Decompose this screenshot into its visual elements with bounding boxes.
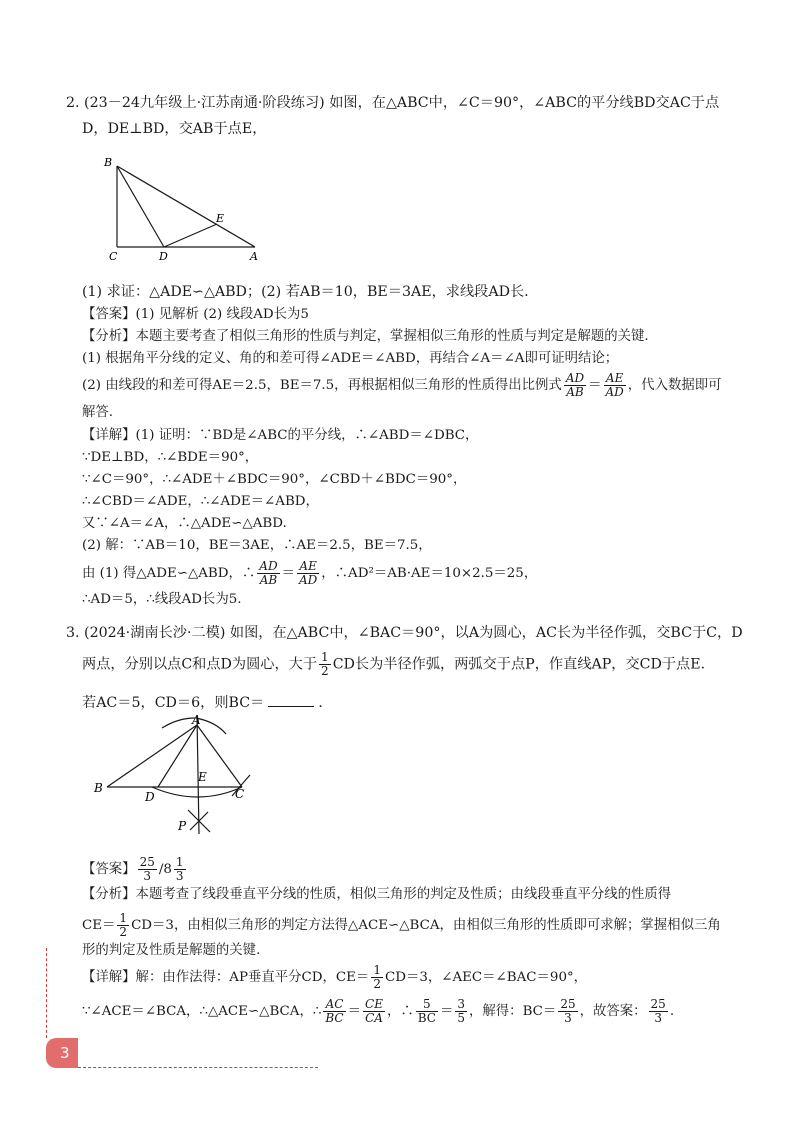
q2-detail-line7-text: 由 (1) 得△ADE∽△ABD，∴ (82, 566, 256, 581)
q3-detail-line2-sep: ，∴ (386, 1004, 414, 1019)
q2-stem-line2: D，DE⊥BD，交AB于点E， (82, 121, 267, 137)
q3-stem-line3-text: 若AC＝5，CD＝6，则BC＝ (82, 695, 265, 711)
fraction-one-half (117, 912, 129, 939)
fraction-numerator: 1 (119, 911, 128, 925)
q3-detail-line2-solve: ，解得：BC＝ (469, 1004, 557, 1019)
fraction-ae-ad (604, 372, 626, 399)
q2-detail-line1: 【详解】(1) 证明：∵BD是∠ABC的平分线，∴∠ABD＝∠DBC， (82, 428, 479, 443)
q3-analysis-line3: 形的判定及性质是解题的关键. (82, 943, 261, 958)
fraction-denominator: 2 (119, 925, 128, 939)
q2-analysis-line4: 解答. (82, 405, 114, 420)
q3-label-d: D (145, 790, 155, 804)
q3-detail-line2 (82, 998, 674, 1025)
equals-sign: ＝ (281, 566, 295, 581)
fraction-25-3 (558, 998, 577, 1025)
fraction-denominator: BC (325, 1011, 344, 1025)
q2-analysis-line1: 【分析】本题主要考查了相似三角形的性质与判定，掌握相似三角形的性质与判定是解题的关键. (82, 329, 649, 344)
q2-stem-line1: 2. (23－24九年级上·江苏南通·阶段练习) 如图，在△ABC中，∠C＝90°，∠ABC的平分线BD交AC于点 (66, 95, 720, 111)
q2-detail-line3: ∵∠C＝90°，∴∠ADE＋∠BDC＝90°，∠CBD＋∠BDC＝90°， (82, 472, 467, 487)
q2-detail-line7 (82, 560, 537, 587)
q2-analysis-line2: (1) 根据角平分线的定义、角的和差可得∠ADE＝∠ABD，再结合∠A＝∠A即可证明结论； (82, 351, 619, 366)
q2-question: (1) 求证：△ADE∽△ABD；(2) 若AB＝10，BE＝3AE，求线段AD长. (82, 284, 529, 300)
fraction-25-3 (649, 998, 668, 1025)
q2-label-a: A (250, 250, 258, 263)
q2-label-e: E (216, 212, 225, 225)
fraction-denominator: CA (365, 1011, 383, 1025)
fraction-5-bc (416, 998, 438, 1025)
fraction-ae-ad (297, 560, 319, 587)
fraction-numerator: CE (365, 997, 383, 1011)
q3-label-p: P (178, 819, 187, 833)
q2-detail-line8: ∴AD＝5，∴线段AD长为5. (82, 592, 242, 607)
q3-detail-line1-tail: CD＝3，∠AEC＝∠BAC＝90°， (384, 970, 588, 985)
page-border-dashed-horizontal (78, 1067, 318, 1068)
page-border-dashed-vertical (46, 948, 47, 1038)
q3-construction-figure (92, 712, 262, 842)
fraction-denominator: AB (566, 385, 584, 399)
fraction-denominator: AD (605, 385, 624, 399)
q2-analysis-line3-text: (2) 由线段的和差可得AE＝2.5，BE＝7.5，再根据相似三角形的性质得出比例式 (82, 378, 562, 393)
q2-label-d: D (159, 250, 168, 263)
q2-label-b: B (104, 156, 113, 169)
fraction-numerator: 25 (650, 997, 666, 1011)
fraction-numerator: 25 (560, 997, 576, 1011)
fraction-3-5 (455, 998, 467, 1025)
q2-detail-line4: ∴∠CBD＝∠ADE，∴∠ADE＝∠ABD， (82, 494, 319, 509)
q3-label-b: B (94, 781, 103, 795)
fraction-25-3 (138, 856, 157, 883)
equals-sign: ＝ (347, 1004, 362, 1019)
q2-detail-line6: (2) 解：∵AB＝10，BE＝3AE，∴AE＝2.5，BE＝7.5， (82, 538, 432, 553)
q2-analysis-line3 (82, 372, 722, 399)
q2-detail-line7-tail: ，∴AD²＝AB·AE＝10×2.5＝25， (321, 566, 538, 581)
q3-detail-line1 (82, 964, 587, 991)
fraction-denominator: 3 (175, 869, 184, 883)
fraction-denominator: AD (298, 573, 318, 587)
q3-detail-line2-end: . (669, 1004, 675, 1019)
q2-analysis-line3-tail: ，代入数据即可 (627, 378, 722, 393)
fraction-numerator: AC (323, 998, 345, 1012)
q2-answer: 【答案】(1) 见解析 (2) 线段AD长为5 (82, 307, 309, 322)
fraction-denominator: 5 (457, 1011, 466, 1025)
fraction-numerator: 1 (175, 855, 184, 869)
fraction-ce-ca (363, 998, 385, 1025)
fraction-numerator: AE (604, 372, 626, 386)
fraction-ac-bc (323, 998, 345, 1025)
q3-answer-mixed-int: /8 (158, 862, 172, 877)
answer-blank[interactable] (268, 692, 314, 707)
fraction-numerator: 3 (457, 997, 466, 1011)
fraction-denominator: AB (259, 573, 278, 587)
fraction-denominator: 3 (143, 869, 152, 883)
q3-analysis-line2 (82, 912, 721, 939)
q3-stem-line2 (82, 651, 705, 678)
fraction-numerator: 1 (373, 963, 381, 977)
fraction-numerator: AE (297, 560, 319, 574)
q3-stem-line2-text: 两点，分别以点C和点D为圆心，大于 (82, 656, 318, 673)
fraction-numerator: 1 (321, 650, 329, 664)
q3-detail-line2-text: ∵∠ACE＝∠BCA，∴△ACE∽△BCA，∴ (82, 1004, 322, 1019)
q2-detail-line5: 又∵∠A＝∠A，∴△ADE∽△ABD. (82, 516, 287, 531)
equals-sign: ＝ (439, 1004, 454, 1019)
q3-analysis-line2-tail: CD＝3，由相似三角形的判定方法得△ACE∽△BCA，由相似三角形的性质即可求解；掌握相似三角 (131, 918, 721, 933)
fraction-ad-ab (257, 560, 279, 587)
q2-triangle-figure (100, 152, 270, 264)
q3-stem-line1: 3. (2024·湖南长沙·二模) 如图，在△ABC中，∠BAC＝90°，以A为圆心，AC长为半径作弧，交BC于C，D (66, 625, 743, 641)
q3-stem-line2-tail: CD长为半径作弧，两弧交于点P，作直线AP，交CD于点E. (332, 656, 706, 673)
fraction-1-3 (174, 856, 186, 883)
q3-label-a: A (192, 713, 201, 727)
fraction-ad-ab (564, 372, 586, 399)
fraction-one-half (319, 651, 331, 678)
q3-stem-line3-tail: . (318, 695, 323, 711)
q3-detail-line2-answer-label: ，故答案： (579, 1004, 647, 1019)
fraction-denominator: 2 (321, 664, 329, 678)
q2-label-c: C (109, 250, 118, 263)
q3-answer (82, 856, 188, 883)
q2-detail-line2: ∵DE⊥BD，∴∠BDE＝90°， (82, 450, 259, 465)
equals-sign: ＝ (588, 378, 602, 393)
q3-analysis-line1: 【分析】本题考查了线段垂直平分线的性质，相似三角形的判定及性质；由线段垂直平分线的性质得 (82, 887, 672, 902)
fraction-numerator: AD (565, 371, 585, 385)
q3-label-c: C (235, 787, 245, 801)
fraction-denominator: BC (417, 1011, 436, 1025)
fraction-denominator: 3 (564, 1011, 572, 1025)
q3-stem-line3 (82, 692, 323, 712)
fraction-numerator: 5 (416, 998, 438, 1012)
fraction-one-half (371, 964, 383, 991)
fraction-denominator: 3 (654, 1011, 662, 1025)
q3-detail-line1-text: 【详解】解：由作法得：AP垂直平分CD，CE＝ (82, 970, 370, 985)
q3-analysis-line2-text: CE＝ (82, 918, 116, 933)
fraction-numerator: AD (259, 559, 278, 573)
fraction-denominator: 2 (373, 977, 381, 991)
q3-label-e: E (198, 770, 207, 784)
fraction-numerator: 25 (139, 855, 155, 869)
page-number-tab: 3 (46, 1038, 78, 1068)
q3-answer-label: 【答案】 (82, 862, 136, 877)
